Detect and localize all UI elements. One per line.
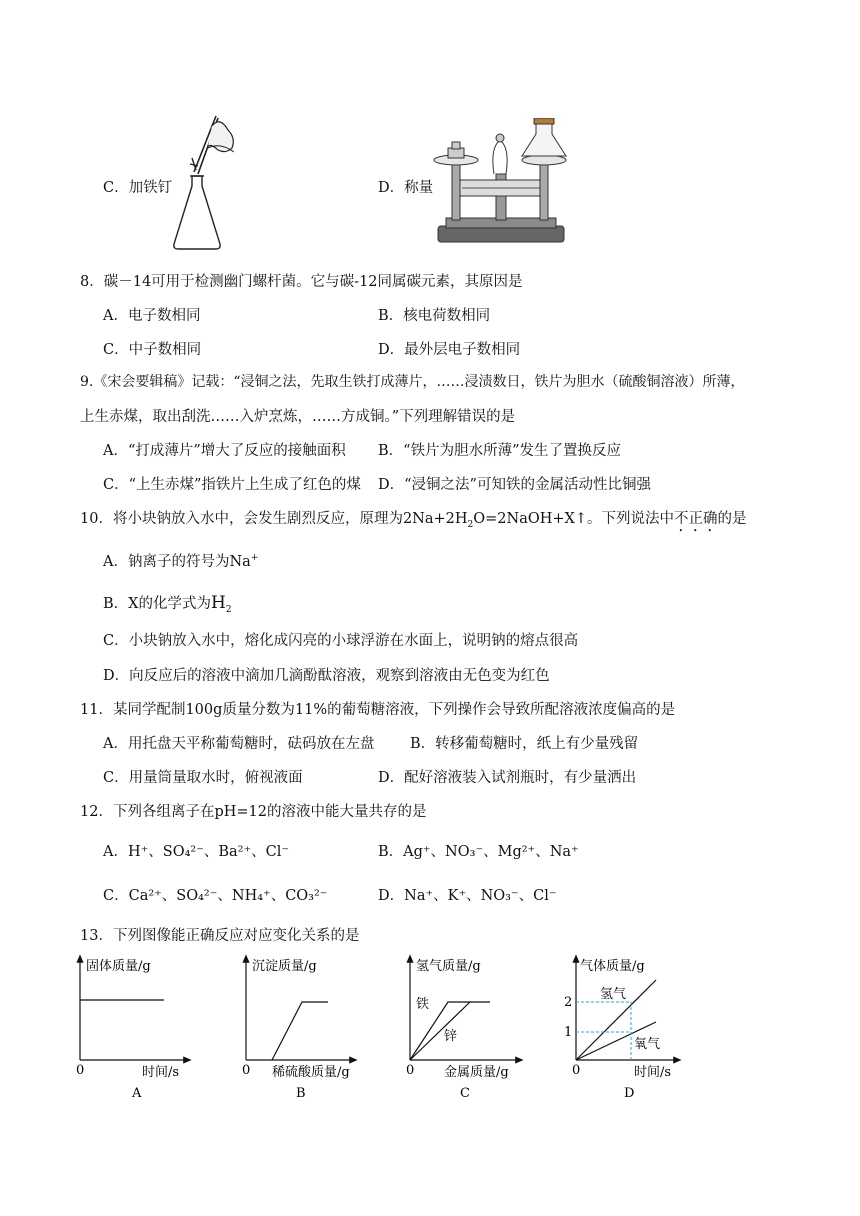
q10-option-a [103,550,258,571]
q10-option-b [103,592,232,613]
flask-with-tweezers-illustration [168,108,248,253]
graph-c-xlabel: 金属质量/g [444,1065,509,1080]
graph-a-ylabel: 固体质量/g [86,959,151,974]
q11-stem: 11．某同学配制100g质量分数为11%的葡萄糖溶液，下列操作会导致所配溶液浓度偏高的是 [80,702,676,718]
q9-stem-line2: 上生赤煤，取出刮洗……入炉烹炼，……方成铜。”下列理解错误的是 [80,409,516,425]
q11-option-b: B．转移葡萄糖时，纸上有少量残留 [410,736,639,752]
graph-a-xlabel: 时间/s [142,1065,180,1080]
graph-c [406,958,520,1101]
q8-stem: 8．碳－14可用于检测幽门螺杆菌。它与碳-12同属碳元素，其原因是 [80,274,523,290]
graph-c-label-zinc: 锌 [444,1029,458,1044]
q10-stem-part1: 10．将小块钠放入水中，会发生剧烈反应，原理为2Na+2H [80,511,468,527]
graph-d [564,958,678,1101]
balance-scale-illustration [432,118,572,246]
q12-option-b: B．Ag⁺、NO₃⁻、Mg²⁺、Na⁺ [378,844,579,860]
graph-c-caption: C [460,1086,470,1101]
graph-b-xlabel: 稀硫酸质量/g [272,1065,350,1080]
graph-c-label-iron: 铁 [416,997,430,1012]
graph-d-origin: 0 [572,1063,581,1078]
q11-option-d: D．配好溶液装入试剂瓶时，有少量洒出 [378,770,637,786]
q9-option-b: B．“铁片为胆水所薄”发生了置换反应 [378,443,621,459]
q12-stem: 12．下列各组离子在pH=12的溶液中能大量共存的是 [80,804,427,820]
q11-option-a: A．用托盘天平称葡萄糖时，砝码放在左盘 [103,736,375,752]
q10-emphasis: 不正确 [674,511,718,527]
graph-c-origin: 0 [406,1063,415,1078]
graph-b-ylabel: 沉淀质量/g [252,959,317,974]
q13-graphs [60,952,700,1102]
q13-stem: 13．下列图像能正确反应对应变化关系的是 [80,928,360,944]
graph-a-origin: 0 [76,1063,85,1078]
q9-option-c: C．“上生赤煤”指铁片上生成了红色的煤 [103,477,361,493]
q10-stem-part3: 的是 [717,511,747,527]
graph-d-label-hydrogen: 氢气 [600,987,627,1002]
graph-b-line [272,1002,328,1060]
q8-option-d: D．最外层电子数相同 [378,342,521,358]
q9-option-a: A．“打成薄片”增大了反应的接触面积 [103,443,346,459]
graph-b [242,958,354,1101]
q9-option-d: D．“浸铜之法”可知铁的金属活动性比铜强 [378,477,651,493]
graph-a-caption: A [132,1086,142,1101]
graph-c-ylabel: 氢气质量/g [416,959,481,974]
graph-d-tick-1: 1 [564,1025,573,1040]
graph-b-caption: B [296,1086,306,1101]
q10-option-b-formula: H [210,593,226,613]
q10-option-c: C．小块钠放入水中，熔化成闪亮的小球浮游在水面上，说明钠的熔点很高 [103,633,579,649]
q10-option-b-text: B．X的化学式为 [103,596,211,612]
q8-option-c: C．中子数相同 [103,342,202,358]
q11-option-c: C．用量筒量取水时，俯视液面 [103,770,303,786]
q10-stem: 10．将小块钠放入水中，会发生剧烈反应，原理为$2Na+2H_2O=2NaOH+X↑$。下列说法中不正确的是 [80,511,747,530]
q10-option-d: D．向反应后的溶液中滴加几滴酚酞溶液，观察到溶液由无色变为红色 [103,668,550,684]
q9-stem-line1: 9.《宋会要辑稿》记载：“浸铜之法，先取生铁打成薄片，……浸渍数日，铁片为胆水（硫酸铜溶液）所薄， [80,374,745,390]
q10-option-b-sub: 2 [225,604,232,615]
q10-option-a-text: A．钠离子的符号为Na [103,554,251,570]
q10-option-a-sup: + [250,553,259,564]
graph-d-tick-2: 2 [564,995,573,1010]
graph-a [76,958,188,1101]
graph-b-origin: 0 [242,1063,251,1078]
q7-option-c: C．加铁钉 [103,180,173,196]
q12-option-c: C．Ca²⁺、SO₄²⁻、NH₄⁺、CO₃²⁻ [103,888,328,904]
q8-option-b: B．核电荷数相同 [378,308,491,324]
graph-d-xlabel: 时间/s [634,1065,672,1080]
q10-stem-part2: O=2NaOH+X↑。下列说法中 [473,511,675,527]
graph-d-caption: D [624,1086,635,1101]
graph-d-label-oxygen: 氧气 [634,1037,661,1052]
q8-option-a: A．电子数相同 [103,308,201,324]
q12-option-a: A．H⁺、SO₄²⁻、Ba²⁺、Cl⁻ [103,844,290,860]
graph-d-ylabel: 气体质量/g [580,959,645,974]
q7-option-d: D．称量 [378,180,434,196]
q12-option-d: D．Na⁺、K⁺、NO₃⁻、Cl⁻ [378,888,557,904]
